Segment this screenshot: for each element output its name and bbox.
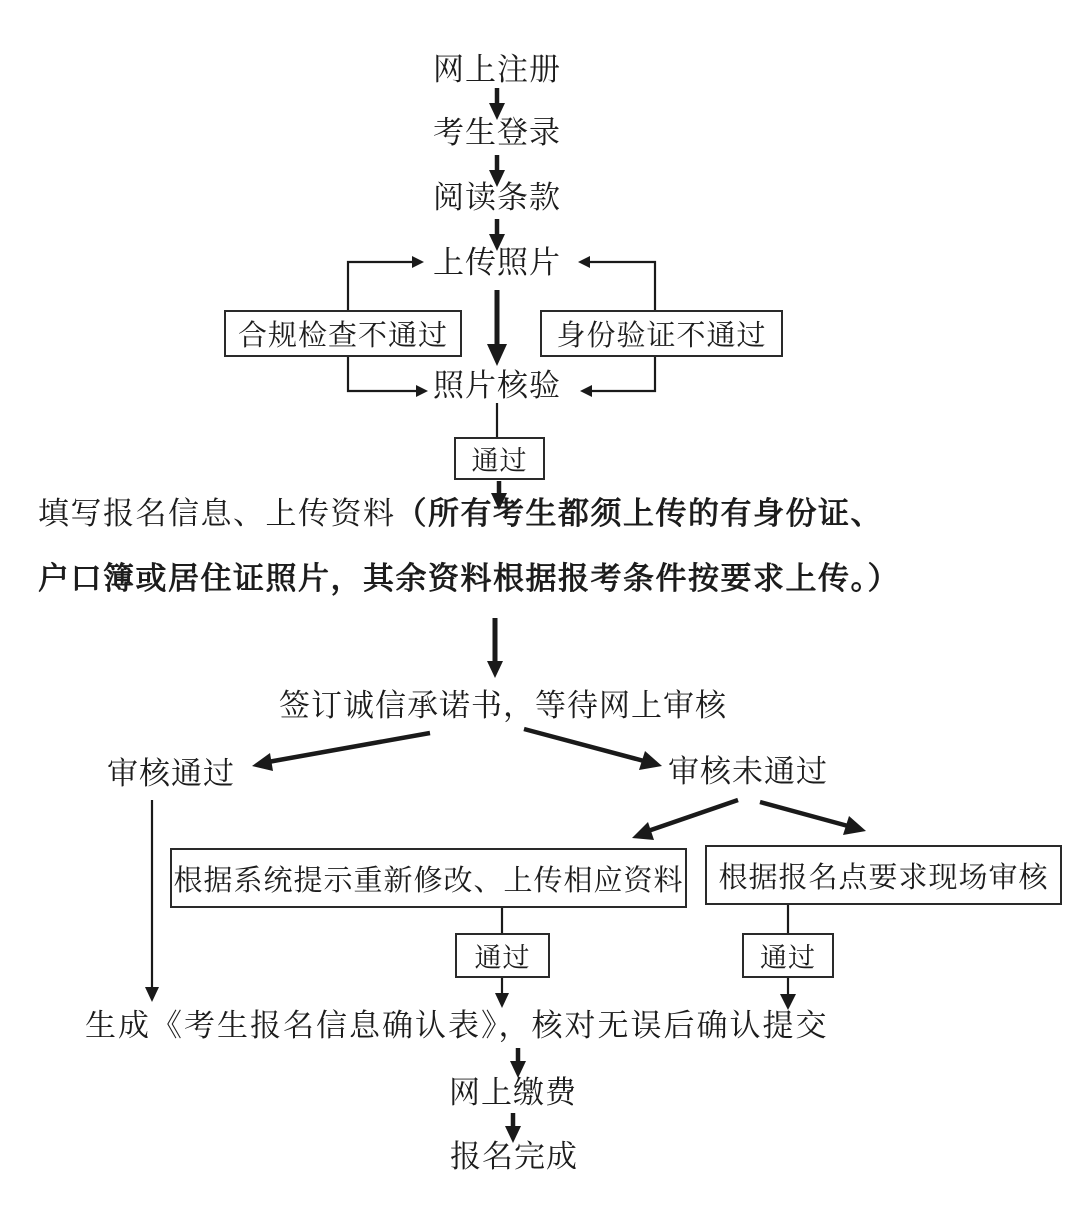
- node-candidate-login: 考生登录: [433, 114, 561, 150]
- arrow-identity-to-photocheck: [580, 357, 655, 397]
- arrow-pass2-to-confirm: [495, 978, 509, 1008]
- node-read-terms: 阅读条款: [433, 179, 561, 215]
- node-registration-complete: 报名完成: [450, 1138, 578, 1174]
- text-materials-line1-regular: 填写报名信息、上传资料: [38, 496, 396, 531]
- node-review-pass: 审核通过: [107, 755, 235, 791]
- text-materials-line1-bold: （所有考生都须上传的有身份证、: [395, 496, 883, 531]
- node-photo-check: 照片核验: [433, 367, 561, 403]
- box-pass-modify: 通过: [455, 933, 550, 978]
- box-compliance-fail: 合规检查不通过: [224, 310, 462, 357]
- box-identity-fail: 身份验证不通过: [540, 310, 783, 357]
- text-materials-line2-bold: 户口簿或居住证照片，其余资料根据报考条件按要求上传。）: [38, 561, 900, 596]
- arrow-identity-to-upload: [578, 256, 655, 310]
- arrow-upload-to-photocheck: [487, 290, 507, 366]
- arrow-materials-to-sign: [487, 618, 503, 678]
- text-confirm-submit: 生成《考生报名信息确认表》，核对无误后确认提交: [85, 1008, 829, 1043]
- text-materials-line1: [38, 496, 883, 532]
- node-upload-photo: 上传照片: [433, 244, 561, 280]
- node-review-fail: 审核未通过: [668, 753, 828, 789]
- arrow-fail-to-onsite: [760, 802, 866, 835]
- box-modify-reupload: 根据系统提示重新修改、上传相应资料: [170, 848, 687, 908]
- arrow-fail-to-modify: [632, 800, 738, 840]
- arrow-sign-to-review-fail: [524, 729, 662, 770]
- arrow-compliance-to-upload: [348, 256, 424, 310]
- arrow-review-pass-to-confirm: [145, 800, 159, 1002]
- text-materials-line2: [38, 561, 900, 597]
- arrow-pass3-to-confirm: [780, 978, 796, 1010]
- node-sign-wait-review: 签订诚信承诺书，等待网上审核: [279, 687, 727, 723]
- box-onsite-review: 根据报名点要求现场审核: [705, 845, 1062, 905]
- box-pass-onsite: 通过: [742, 933, 834, 978]
- arrow-compliance-to-photocheck: [348, 357, 428, 397]
- arrow-confirm-to-pay: [510, 1048, 526, 1078]
- node-online-register: 网上注册: [433, 51, 561, 87]
- box-pass-photo-check: 通过: [454, 437, 545, 480]
- arrow-sign-to-review-pass: [252, 733, 430, 771]
- node-pay-online: 网上缴费: [449, 1074, 577, 1110]
